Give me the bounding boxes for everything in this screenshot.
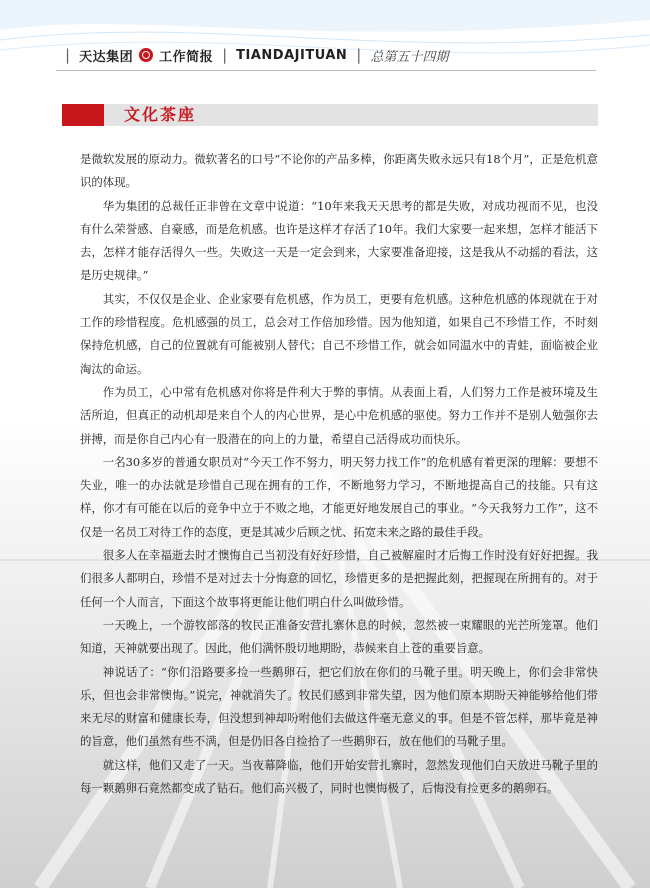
paragraph: 一名30多岁的普通女职员对“今天工作不努力，明天努力找工作”的危机感有着更深的理解：要想不失业，唯一的办法就是珍惜自己现在拥有的工作，不断地努力学习，不断地提高自己的技能。只有这样，你才有可能在以后的竞争中立于不败之地，才能更好地发展自己的事业。“今天我努力工作”，这不仅是一名员工对待工作的态度，更是其减少后顾之忧、拓宽未来之路的最佳手段。	[80, 454, 598, 539]
section-title-bar	[62, 104, 598, 126]
paragraph: 作为员工，心中常有危机感对你将是件利大于弊的事情。从表面上看，人们努力工作是被环境及生活所迫，但真正的动机却是来自个人的内心世界，是心中危机感的驱使。努力工作并不是别人勉强你去拼搏，而是你自己内心有一股潜在的向上的力量，希望自己活得成功而快乐。	[80, 384, 598, 446]
header-divider: |	[222, 46, 228, 64]
header-divider: |	[356, 46, 362, 64]
section-accent-block	[62, 104, 104, 126]
paragraph: 是微软发展的原动力。微软著名的口号“不论你的产品多棒，你距离失败永远只有18个月”，正是危机意识的体现。	[80, 152, 598, 190]
paragraph: 华为集团的总裁任正非曾在文章中说道：“10年来我天天思考的都是失败，对成功视而不见，也没有什么荣誉感、自豪感，而是危机感。也许是这样才存活了10年。我们大家要一起来想，怎样才能活下去，怎样才能存活得久一些。失败这一天是一定会到来，大家要准备迎接，这是我从不动摇的看法，这是历史规律。”	[80, 198, 598, 283]
company-logo-icon	[139, 48, 153, 62]
article-body	[80, 148, 598, 800]
paragraph: 就这样，他们又走了一天。当夜幕降临，他们开始安营扎寨时，忽然发现他们白天放进马靴子里的每一颗鹅卵石竟然都变成了钻石。他们高兴极了，同时也懊悔极了，后悔没有捡更多的鹅卵石。	[80, 757, 598, 796]
header-bar	[62, 44, 448, 66]
header-divider: |	[65, 46, 71, 64]
issue-number: 总第五十四期	[370, 49, 449, 65]
brand-name: TIANDAJITUAN	[236, 47, 348, 63]
paragraph: 一天晚上，一个游牧部落的牧民正准备安营扎寨休息的时候，忽然被一束耀眼的光芒所笼罩。他们知道，天神就要出现了。因此，他们满怀殷切地期盼，恭候来自上苍的重要旨意。	[80, 617, 598, 656]
paragraph: 很多人在幸福逝去时才懊悔自己当初没有好好珍惜，自己被解雇时才后悔工作时没有好好把握。我们很多人都明白，珍惜不是对过去十分悔意的回忆，珍惜更多的是把握此刻，把握现在所拥有的。对于任何一个人而言，下面这个故事将更能让他们明白什么叫做珍惜。	[80, 548, 598, 609]
section-title: 文化茶座	[124, 105, 197, 124]
paragraph: 神说话了：“你们沿路要多捡一些鹅卵石，把它们放在你们的马靴子里。明天晚上，你们会非常快乐，但也会非常懊悔。”说完，神就消失了。牧民们感到非常失望，因为他们原本期盼天神能够给他们带来无尽的财富和健康长寿，但没想到神却吩咐他们去做这件毫无意义的事。但是不管怎样，那毕竟是神的旨意，他们虽然有些不满，但是仍旧各自捡拾了一些鹅卵石，放在他们的马靴子里。	[80, 664, 598, 749]
page-header	[0, 0, 650, 90]
header-rule	[56, 70, 596, 71]
publication-name: 工作简报	[159, 49, 214, 65]
company-name: 天达集团	[79, 49, 134, 65]
paragraph: 其实，不仅仅是企业、企业家要有危机感，作为员工，更要有危机感。这种危机感的体现就在于对工作的珍惜程度。危机感强的员工，总会对工作倍加珍惜。因为他知道，如果自己不珍惜工作，不时刻保持危机感，自己的位置就有可能被别人替代；自己不珍惜工作，就会如同温水中的青蛙，面临被企业淘汰的命运。	[80, 291, 598, 376]
